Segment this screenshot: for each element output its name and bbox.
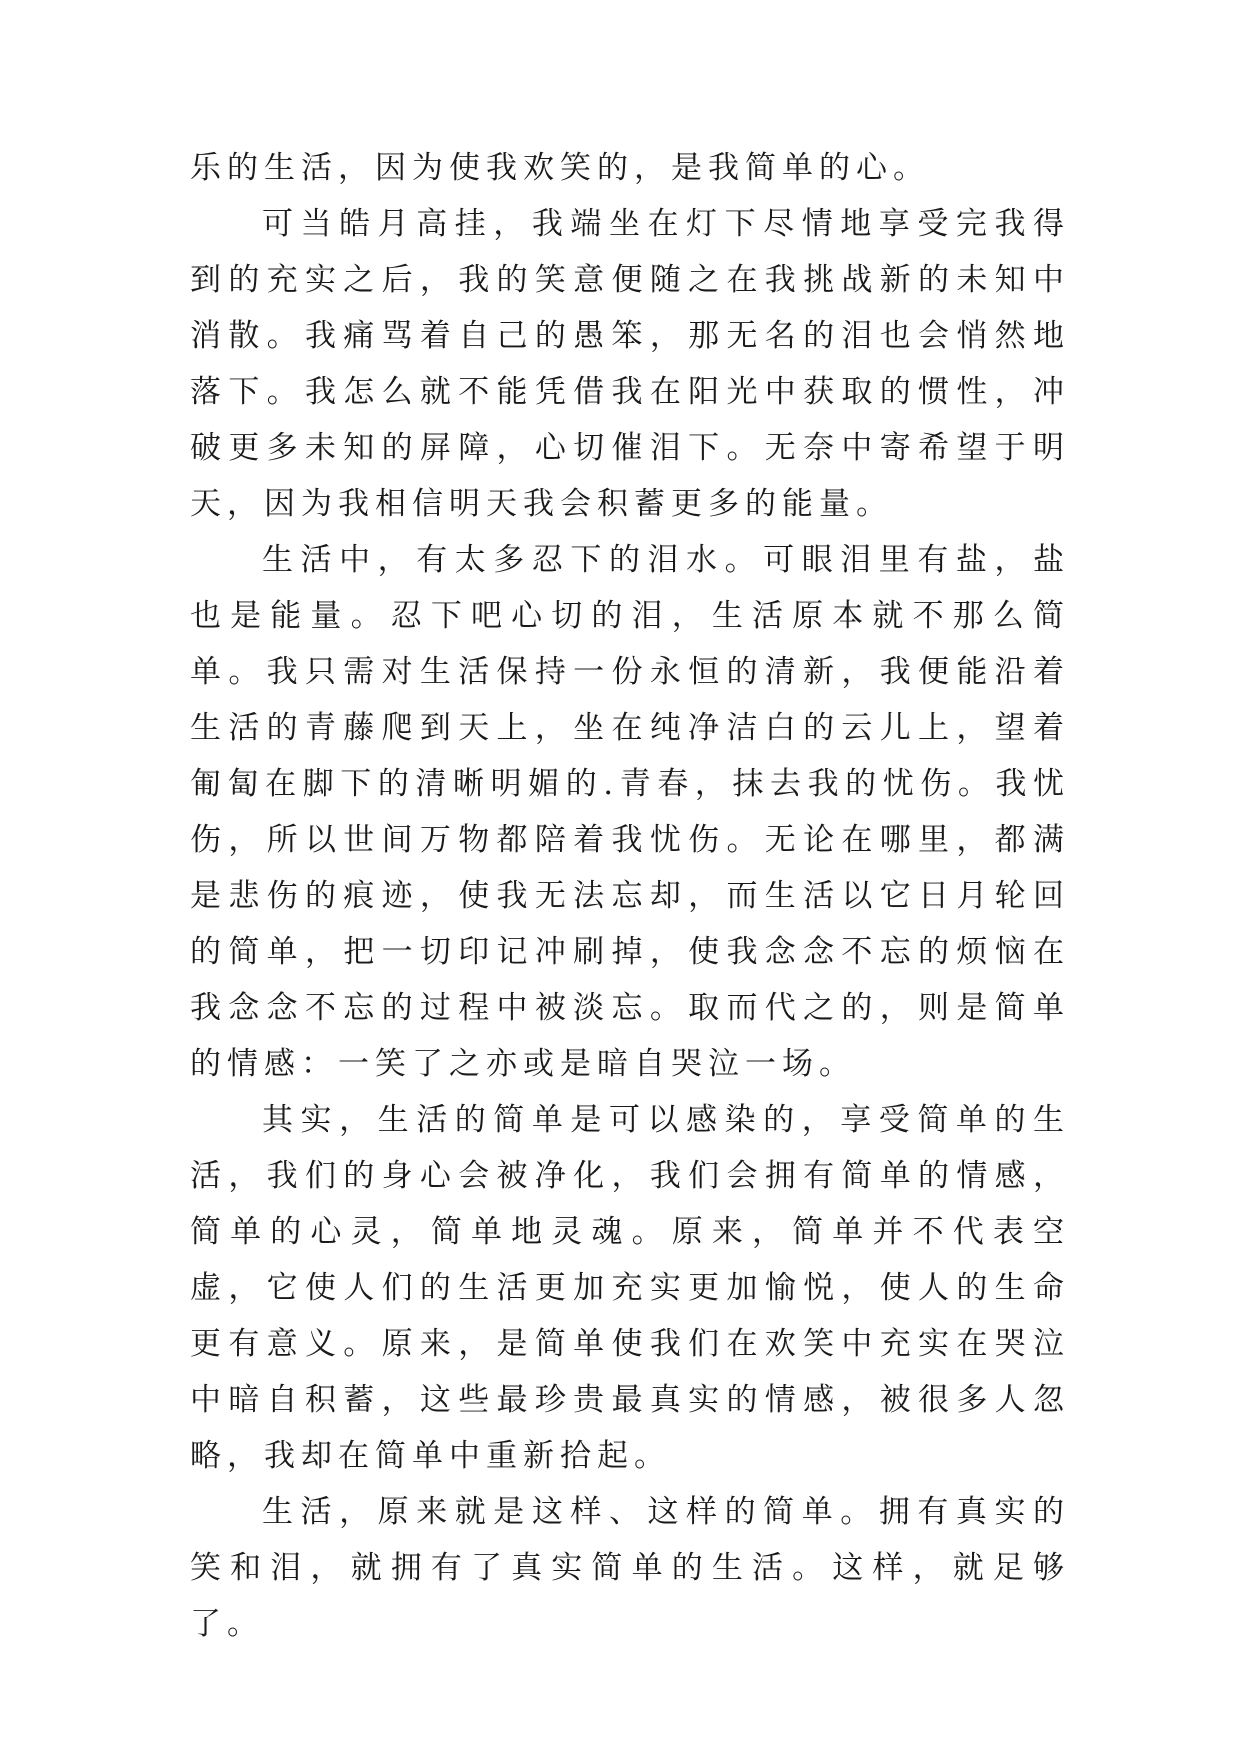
paragraph: 其实，生活的简单是可以感染的，享受简单的生活，我们的身心会被净化，我们会拥有简单的情感，简单的心灵，简单地灵魂。原来，简单并不代表空虚，它使人们的生活更加充实更加愉悦，使人的生命更有意义。原来，是简单使我们在欢笑中充实在哭泣中暗自积蓄，这些最珍贵最真实的情感，被很多人忽略，我却在简单中重新拾起。 [190, 1102, 1070, 1474]
document-page [190, 140, 1070, 1652]
paragraph: 可当皓月高挂，我端坐在灯下尽情地享受完我得到的充实之后，我的笑意便随之在我挑战新的未知中消散。我痛骂着自己的愚笨，那无名的泪也会悄然地落下。我怎么就不能凭借我在阳光中获取的惯性，冲破更多未知的屏障，心切催泪下。无奈中寄希望于明天，因为我相信明天我会积蓄更多的能量。 [190, 206, 1070, 522]
paragraph: 生活，原来就是这样、这样的简单。拥有真实的笑和泪，就拥有了真实简单的生活。这样，就足够了。 [190, 1494, 1070, 1642]
paragraph: 生活中，有太多忍下的泪水。可眼泪里有盐，盐也是能量。忍下吧心切的泪，生活原本就不那么简单。我只需对生活保持一份永恒的清新，我便能沿着生活的青藤爬到天上，坐在纯净洁白的云儿上，望着匍匐在脚下的清晰明媚的.青春，抹去我的忧伤。我忧伤，所以世间万物都陪着我忧伤。无论在哪里，都满是悲伤的痕迹，使我无法忘却，而生活以它日月轮回的简单，把一切印记冲刷掉，使我念念不忘的烦恼在我念念不忘的过程中被淡忘。取而代之的，则是简单的情感：一笑了之亦或是暗自哭泣一场。 [190, 542, 1070, 1082]
paragraph-continuation: 乐的生活，因为使我欢笑的，是我简单的心。 [190, 150, 930, 186]
